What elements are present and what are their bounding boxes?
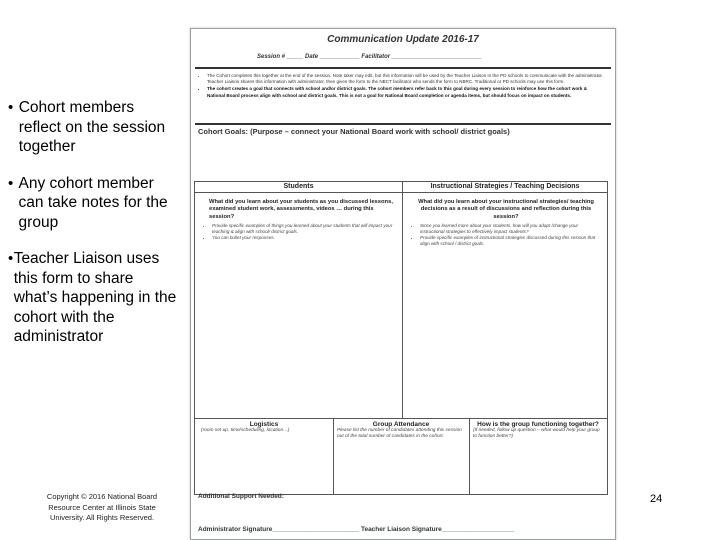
signature-line: Administrator Signature________________________ Teacher Liaison Signature____________________ xyxy=(198,526,515,533)
students-header: Students xyxy=(195,182,402,193)
bullet-text: Teacher Liaison uses this form to share what’s happening in the cohort with the administrator xyxy=(13,250,177,345)
attendance-cell xyxy=(333,419,470,495)
form-instructions xyxy=(199,73,605,100)
students-column xyxy=(195,182,403,418)
functioning-sub: (If needed, follow up question – what would help your group to function better?) xyxy=(473,428,600,439)
bullet-text: Any cohort member can take notes for the group xyxy=(18,174,168,231)
bullet-item xyxy=(8,174,178,233)
attendance-header: Group Attendance xyxy=(372,421,430,428)
instruction-note: • The cohort creates a goal that connects with school and/or district goals. The cohort members refer back to this goal during every session to reinforce how the cohort work & National Board process align with school and district goals. This is not a goal for National Board completion or agenda items, but should focus on impact on students. xyxy=(207,86,605,98)
students-question: What did you learn about your students as you discussed lessons, examined student work, assessments, videos … during this session? xyxy=(209,199,393,220)
instructional-question: What did you learn about your instructional strategies/ teaching decisions as a result of discussions and reflection during this session? xyxy=(418,199,594,220)
bullet-item xyxy=(8,98,178,157)
instruction-note: • The Cohort completes this together at the end of the session. Note taker may edit, but this information will be used by the Teacher Liaison in the PD schools to communicate with the administrator. Teacher Liaison shares this information with administrator, then gives the form to the NBCT facilitator who sends the form to NBRC. Traditional or PD schools may use this form. xyxy=(207,73,605,85)
bullet-text: Cohort members reflect on the session together xyxy=(18,99,166,155)
communication-update-form xyxy=(190,28,616,540)
copyright-notice: Copyright © 2016 National Board Resource Center at Illinois State University. All Rights Reserved. xyxy=(46,492,158,522)
instructional-header: Instructional Strategies / Teaching Decisions xyxy=(403,182,607,193)
logistics-cell xyxy=(195,419,334,495)
divider xyxy=(195,67,611,69)
functioning-cell xyxy=(469,419,607,495)
instructional-column xyxy=(403,182,607,418)
guidance-item: • Provide specific examples of instructional strategies discussed during this session that align with school / district goals. xyxy=(420,235,599,247)
form-title: Communication Update 2016-17 xyxy=(327,34,479,45)
guidance-item: • You can bullet your responses. xyxy=(212,235,394,241)
additional-support-label: Additional Support Needed: xyxy=(198,493,284,500)
bullet-list xyxy=(8,98,178,364)
cohort-goals-label: Cohort Goals: (Purpose – connect your National Board work with school/ district goals) xyxy=(198,127,510,136)
bottom-row xyxy=(195,418,607,495)
form-meta-line: Session # _____ Date ____________ Facilitator ___________________________ xyxy=(257,54,482,60)
bullet-glyph: • xyxy=(8,174,14,192)
instructional-guidance xyxy=(403,221,607,247)
guidance-item: • Provide specific examples of things you learned about your students that will impact your teaching & align with school/ district goals. xyxy=(212,223,394,235)
attendance-sub: Please list the number of candidates attending this session out of the total number of candidates in the cohort. xyxy=(337,428,462,439)
reflection-grid xyxy=(194,181,608,495)
logistics-sub: (room set up, time/scheduling, location…) xyxy=(201,428,290,433)
logistics-header: Logistics xyxy=(249,421,279,428)
bullet-glyph: • xyxy=(8,99,14,116)
students-guidance xyxy=(195,221,402,241)
page-number: 24 xyxy=(650,493,663,505)
functioning-header: How is the group functioning together? xyxy=(477,421,599,428)
divider xyxy=(195,123,611,125)
guidance-item: • Since you learned more about your students, how will you adapt /change your instructional strategies to effectively impact students? xyxy=(420,223,599,235)
bullet-item xyxy=(8,249,178,347)
bullet-glyph: • xyxy=(8,250,14,267)
